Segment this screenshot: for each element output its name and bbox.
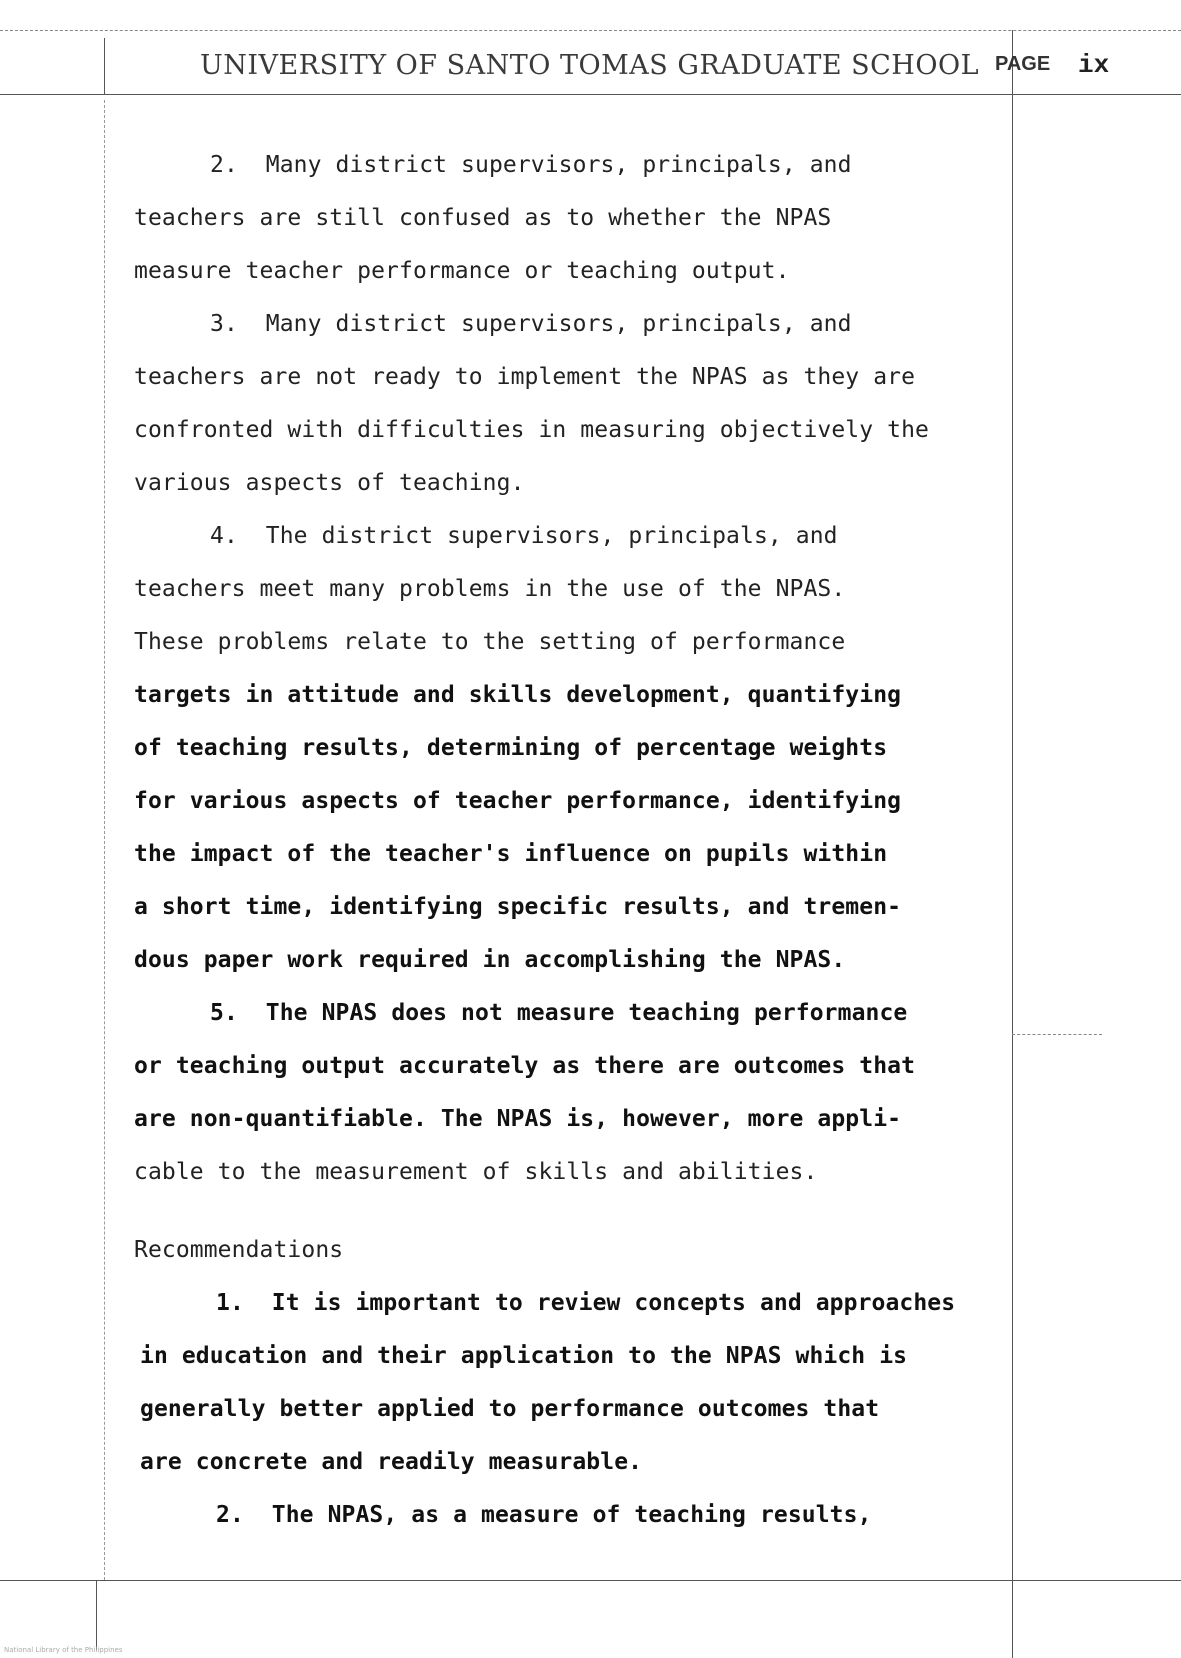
header-title: UNIVERSITY OF SANTO TOMAS GRADUATE SCHOOL [200, 50, 980, 81]
text-line: 1. It is important to review concepts and approaches [216, 1290, 956, 1316]
text-line: confronted with difficulties in measuring objectively the [134, 417, 929, 443]
text-line: or teaching output accurately as there are outcomes that [134, 1053, 916, 1079]
text-line: These problems relate to the setting of performance [134, 629, 846, 655]
text-line: 2. The NPAS, as a measure of teaching results, [216, 1502, 872, 1528]
text-line: 4. The district supervisors, principals, and [210, 523, 838, 549]
text-line: are non-quantifiable. The NPAS is, however, more appli- [134, 1106, 902, 1132]
text-line: a short time, identifying specific results, and tremen- [134, 894, 902, 920]
text-line: 2. Many district supervisors, principals, and [210, 152, 852, 178]
text-line: 3. Many district supervisors, principals, and [210, 311, 852, 337]
header-left-rule [104, 38, 105, 94]
text-line: dous paper work required in accomplishing the NPAS. [134, 947, 846, 973]
text-line: cable to the measurement of skills and abilities. [134, 1159, 818, 1185]
right-margin-tick [1012, 1034, 1102, 1035]
text-line: in education and their application to the NPAS which is [140, 1343, 908, 1369]
page-label: PAGE [995, 53, 1051, 75]
text-line: measure teacher performance or teaching output. [134, 258, 790, 284]
text-line: 5. The NPAS does not measure teaching performance [210, 1000, 908, 1026]
bottom-left-rule [96, 1580, 97, 1650]
text-line: of teaching results, determining of percentage weights [134, 735, 888, 761]
page-number: ix [1078, 50, 1110, 80]
bottom-rule [0, 1580, 1181, 1581]
text-line: the impact of the teacher's influence on pupils within [134, 841, 888, 867]
top-scan-dash [0, 30, 1181, 31]
left-margin-dash [104, 100, 105, 1580]
text-line: for various aspects of teacher performance, identifying [134, 788, 902, 814]
text-line: teachers are still confused as to whether the NPAS [134, 205, 832, 231]
header-bottom-rule [0, 94, 1181, 95]
text-line: are concrete and readily measurable. [140, 1449, 643, 1475]
text-line: teachers are not ready to implement the NPAS as they are [134, 364, 916, 390]
scan-footer-note: National Library of the Philippines [4, 1646, 123, 1654]
text-line: generally better applied to performance outcomes that [140, 1396, 880, 1422]
section-heading: Recommendations [134, 1237, 344, 1263]
text-line: various aspects of teaching. [134, 470, 525, 496]
right-margin-rule [1012, 30, 1013, 1658]
text-line: teachers meet many problems in the use of the NPAS. [134, 576, 846, 602]
text-line: targets in attitude and skills development, quantifying [134, 682, 902, 708]
